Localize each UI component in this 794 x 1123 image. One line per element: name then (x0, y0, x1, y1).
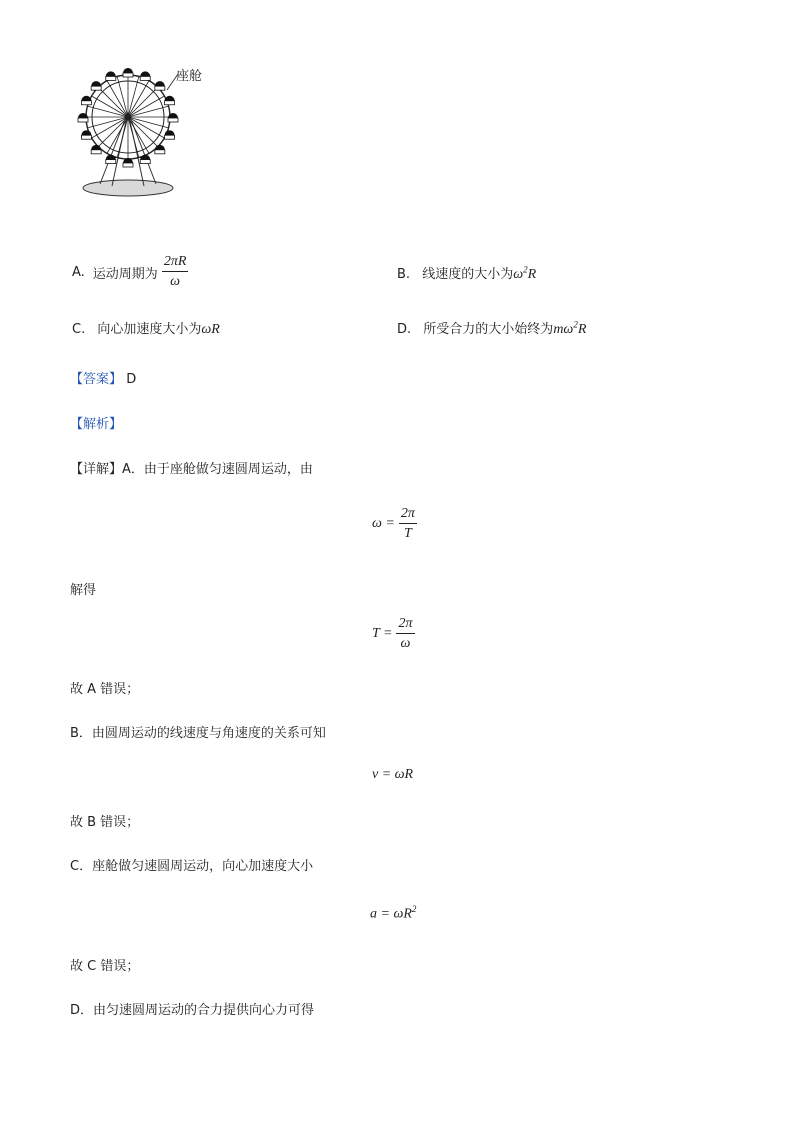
cabin-label: 座舱 (176, 69, 203, 84)
option-d-formula: $m\omega^2R$ (553, 319, 587, 337)
option-c-formula: ωR (201, 322, 220, 337)
option-b (397, 263, 536, 283)
detail-line (70, 458, 313, 477)
answer-bracket-close: 】 (109, 372, 123, 387)
cabin-icon (140, 71, 150, 80)
cabin-icon (155, 81, 165, 90)
option-c-text: 向心加速度大小为 (97, 322, 202, 337)
option-a-den: ω (170, 274, 181, 289)
wheel-base (83, 180, 173, 196)
equation-velocity: v = ωR (372, 767, 414, 782)
detail-label: 【详解】 (70, 462, 123, 477)
c-wrong: 故 C 错误； (70, 959, 140, 974)
answer-bracket-open: 【 (70, 372, 84, 387)
b-text: B．由圆周运动的线速度与角速度的关系可知 (70, 726, 326, 741)
detail-text: A．由于座舱做匀速圆周运动，由 (122, 462, 313, 477)
option-b-letter: B. (397, 267, 411, 282)
cabin-icon (106, 155, 116, 164)
option-a-letter: A. (72, 264, 85, 280)
d-text: D．由匀速圆周运动的合力提供向心力可得 (70, 1003, 315, 1018)
equation-accel: $a = \omega R^2$ (370, 904, 417, 922)
equation-period: T = $\frac{2\pi}{\omega}$ (372, 616, 413, 651)
cabin-icon (81, 130, 91, 139)
cabin-icon (123, 68, 133, 77)
option-b-formula: $\omega^2R$ (513, 264, 537, 282)
cabin-icon (81, 96, 91, 105)
cabin-icon (91, 145, 101, 154)
option-a-text: 运动周期为 (92, 266, 158, 282)
cabin-icon (165, 96, 175, 105)
answer-value: D (126, 372, 137, 387)
cabin-icon (91, 81, 101, 90)
c-text: C．座舱做匀速圆周运动，向心加速度大小 (70, 859, 314, 874)
cabin-icon (165, 130, 175, 139)
option-d-text: 所受合力的大小始终为 (423, 322, 554, 337)
b-wrong: 故 B 错误； (70, 815, 140, 830)
option-a-fraction (162, 255, 189, 289)
option-c-letter: C. (72, 322, 86, 337)
option-c (72, 318, 220, 338)
cabin-icon (140, 155, 150, 164)
solve-text: 解得 (70, 583, 97, 598)
option-a (72, 255, 188, 289)
cabin-icon (155, 145, 165, 154)
option-d (397, 318, 586, 338)
option-a-num: 2πR (162, 255, 189, 272)
answer-label: 答案 (83, 372, 110, 387)
option-d-letter: D. (397, 322, 412, 337)
cabin-icon (106, 71, 116, 80)
equation-omega: ω = $\frac{2\pi}{T}$ (372, 506, 415, 541)
a-wrong: 故 A 错误； (70, 682, 140, 697)
option-b-text: 线速度的大小为 (422, 267, 514, 282)
analysis-heading: 【解析】 (70, 417, 123, 432)
answer-line (70, 368, 136, 387)
